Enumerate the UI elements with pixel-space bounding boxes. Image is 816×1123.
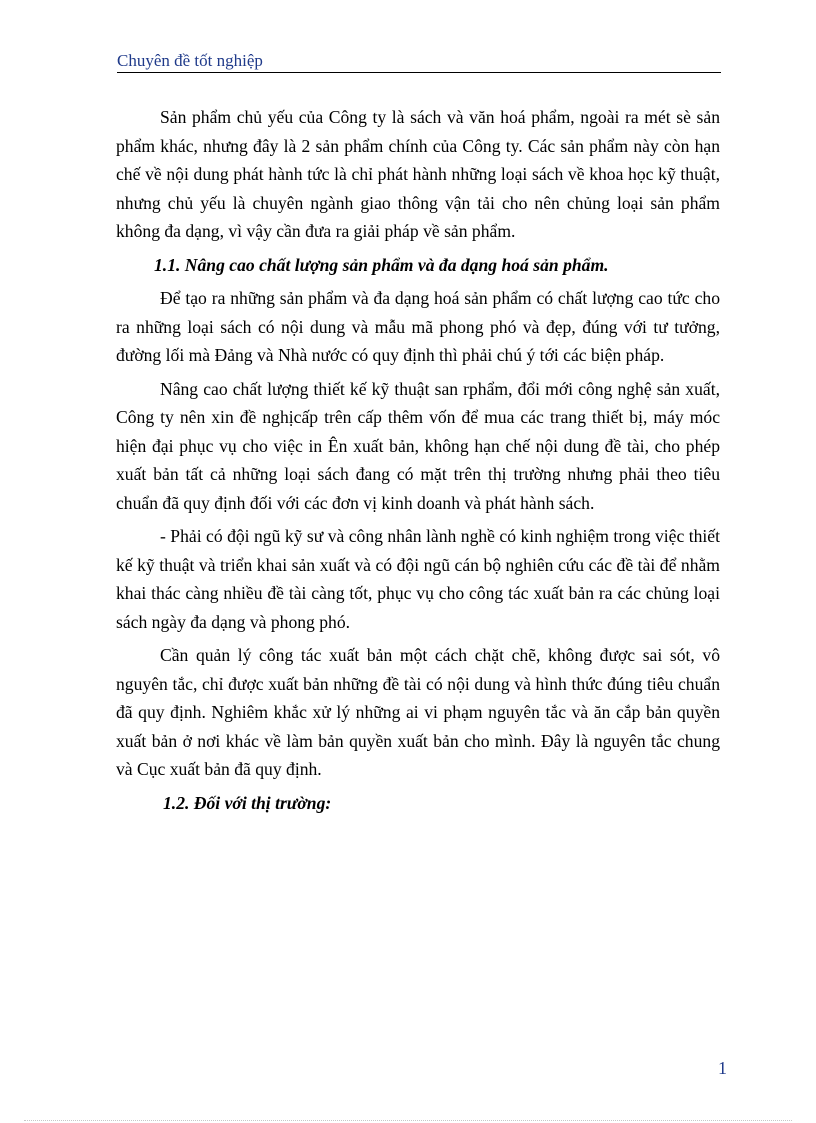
paragraph-engineers-team: - Phải có đội ngũ kỹ sư và công nhân lành nghề có kinh nghiệm trong việc thiết kế kỹ thuật và triển khai sản xuất và có đội ngũ cán bộ nghiên cứu các đề tài để nhằm khai thác càng nhiều đề tài càng tốt, phục vụ cho công tác xuất bản ra các chủng loại sách ngày đa dạng và phong phó.: [116, 526, 720, 632]
paragraph-publishing-management: Cần quản lý công tác xuất bản một cách chặt chẽ, không được sai sót, vô nguyên tắc, chỉ được xuất bản những đề tài có nội dung và hình thức đúng tiêu chuẩn đã quy định. Nghiêm khắc xử lý những ai vi phạm nguyên tắc và ăn cắp bản quyền xuất bản ở nơi khác về làm bản quyền xuất bản cho mình. Đây là nguyên tắc chung và Cục xuất bản đã quy định.: [116, 645, 720, 779]
paragraph-diversify-products: Để tạo ra những sản phẩm và đa dạng hoá sản phẩm có chất lượng cao tức cho ra những loại sách có nội dung và mẫu mã phong phó và đẹp, đúng với tư tưởng, đường lối mà Đảng và Nhà nước có quy định thì phải chú ý tới các biện pháp.: [116, 288, 720, 365]
paragraph-products-intro: Sản phẩm chủ yếu của Công ty là sách và văn hoá phẩm, ngoài ra mét sè sản phẩm khác, nhưng đây là 2 sản phẩm chính của Công ty. Các sản phẩm này còn hạn chế về nội dung phát hành tức là chỉ phát hành những loại sách về khoa học kỹ thuật, nhưng chủ yếu là chuyên ngành giao thông vận tải cho nên chủng loại sản phẩm không đa dạng, vì vậy cần đưa ra giải pháp về sản phẩm.: [116, 107, 720, 241]
page-header: [117, 50, 721, 73]
section-heading-1-1: 1.1. Nâng cao chất lượng sản phẩm và đa dạng hoá sản phẩm.: [154, 254, 609, 275]
header-title: Chuyên đề tốt nghiệp: [117, 51, 263, 70]
page-bottom-divider: [24, 1120, 792, 1121]
section-heading-1-2: 1.2. Đối với thị trường:: [163, 792, 332, 813]
page-number: 1: [718, 1058, 727, 1078]
paragraph-improve-quality: Nâng cao chất lượng thiết kế kỹ thuật san rphẩm, đổi mới công nghệ sản xuất, Công ty nên xin đề nghịcấp trên cấp thêm vốn để mua các trang thiết bị, máy móc hiện đại phục vụ cho việc in Ên xuất bản, không hạn chế nội dung đề tài, cho phép xuất bản tất cả những loại sách đang có mặt trên thị trường nhưng phải theo tiêu chuẩn đã quy định đối với các đơn vị kinh doanh và phát hành sách.: [116, 378, 720, 513]
document-body: [116, 103, 720, 822]
